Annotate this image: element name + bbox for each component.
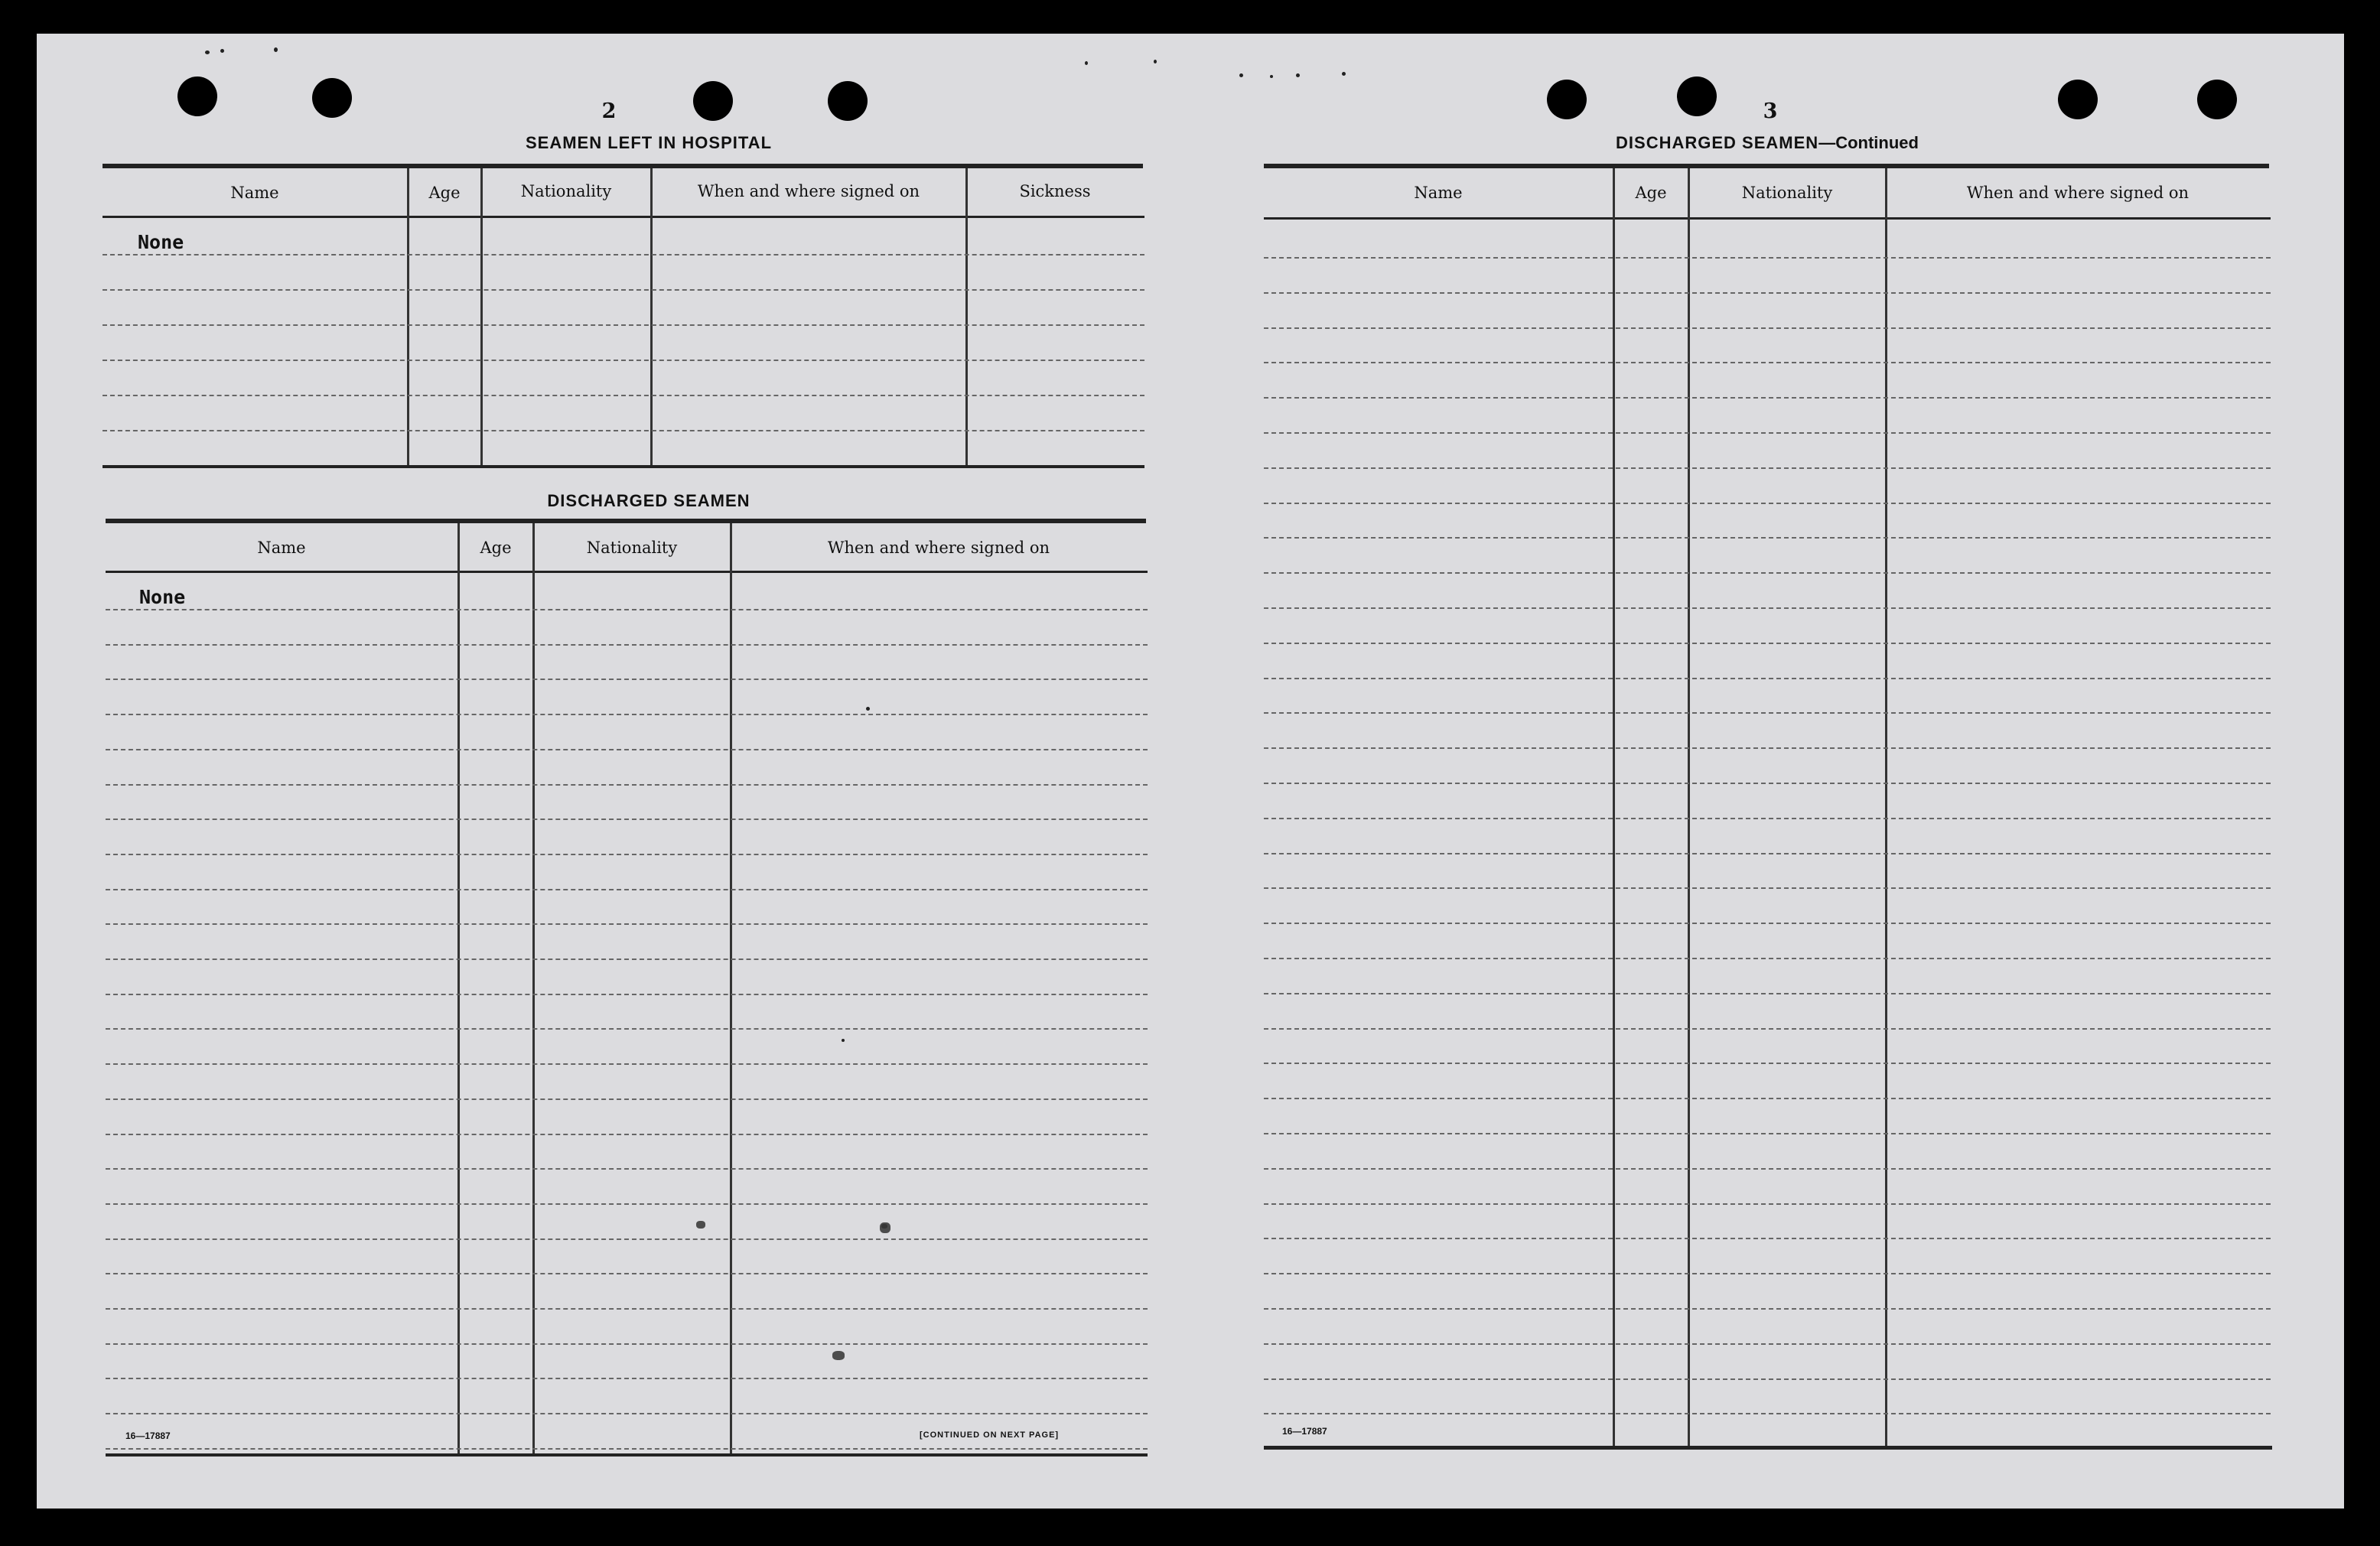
entry-line — [1264, 643, 2271, 644]
page-number: 2 — [601, 99, 617, 123]
entry-line — [1264, 1168, 2271, 1170]
entry-line — [1264, 1203, 2271, 1205]
entry-line — [1264, 923, 2271, 924]
entry-line — [1264, 887, 2271, 889]
entry-line — [1264, 257, 2271, 259]
entry-line — [106, 1343, 1148, 1345]
speck — [274, 47, 278, 52]
entry-line — [1264, 1238, 2271, 1239]
entry-line — [1264, 1098, 2271, 1099]
column-name: Name — [257, 539, 306, 557]
hospital-entry-name: None — [138, 231, 184, 253]
section-title-main: DISCHARGED SEAMEN — [1616, 133, 1819, 152]
entry-line — [103, 395, 1144, 396]
entry-line — [1264, 783, 2271, 784]
entry-line — [1264, 292, 2271, 294]
speck — [1154, 60, 1157, 63]
table-bottom-rule — [106, 1453, 1148, 1456]
form-number: 16—17887 — [125, 1430, 171, 1441]
table-top-rule — [103, 164, 1143, 168]
discharged-continued-title — [1522, 133, 2012, 153]
entry-line — [106, 1238, 1148, 1240]
speck — [866, 707, 870, 711]
punch-hole — [1677, 76, 1717, 116]
column-signed-on: When and where signed on — [1966, 184, 2190, 202]
entry-line — [1264, 572, 2271, 574]
column-name: Name — [230, 184, 279, 202]
entry-line — [103, 254, 1144, 255]
column-divider — [407, 168, 409, 467]
column-nationality: Nationality — [586, 539, 678, 557]
column-divider — [457, 523, 460, 1456]
column-age: Age — [480, 539, 512, 557]
entry-line — [1264, 1028, 2271, 1030]
entry-line — [1264, 712, 2271, 714]
column-nationality: Nationality — [1741, 184, 1833, 202]
entry-line — [103, 324, 1144, 326]
table-bottom-rule — [103, 465, 1144, 468]
column-signed-on: When and where signed on — [827, 539, 1050, 557]
speck — [1239, 73, 1243, 77]
entry-line — [106, 889, 1148, 890]
entry-line — [106, 749, 1148, 750]
entry-line — [103, 430, 1144, 431]
table-top-rule — [1264, 164, 2269, 168]
column-sickness: Sickness — [1019, 182, 1091, 200]
column-nationality: Nationality — [520, 182, 612, 200]
discharged-section-title: DISCHARGED SEAMEN — [547, 491, 750, 510]
column-name: Name — [1414, 184, 1463, 202]
column-divider — [1688, 168, 1690, 1447]
entry-line — [103, 289, 1144, 291]
entry-line — [106, 923, 1148, 925]
entry-line — [106, 1063, 1148, 1065]
entry-line — [106, 854, 1148, 855]
entry-line — [103, 360, 1144, 361]
entry-line — [1264, 747, 2271, 749]
punch-hole — [2058, 80, 2098, 119]
entry-line — [106, 1308, 1148, 1310]
entry-line — [1264, 607, 2271, 609]
entry-line — [106, 1378, 1148, 1379]
header-rule — [103, 216, 1144, 218]
entry-line — [106, 959, 1148, 960]
column-divider — [965, 168, 968, 467]
continued-note: [CONTINUED ON NEXT PAGE] — [920, 1430, 1060, 1440]
column-divider — [730, 523, 732, 1456]
entry-line — [106, 714, 1148, 715]
entry-line — [1264, 1308, 2271, 1310]
right-page — [1201, 34, 2344, 1509]
entry-line — [1264, 537, 2271, 539]
punch-hole — [177, 76, 217, 116]
entry-line — [106, 1028, 1148, 1030]
entry-line — [106, 1203, 1148, 1205]
entry-line — [1264, 993, 2271, 994]
column-age: Age — [1635, 184, 1667, 202]
speck — [1296, 73, 1300, 77]
entry-line — [106, 644, 1148, 646]
entry-line — [106, 784, 1148, 786]
speck — [205, 50, 210, 54]
entry-line — [1264, 432, 2271, 434]
entry-line — [1264, 958, 2271, 959]
ink-smudge — [880, 1222, 890, 1233]
entry-line — [106, 1448, 1148, 1450]
header-rule — [106, 571, 1148, 573]
punch-hole — [693, 81, 733, 121]
punch-hole — [312, 78, 352, 118]
punch-hole — [828, 81, 868, 121]
section-title-suffix: —Continued — [1818, 133, 1919, 152]
speck — [842, 1039, 845, 1042]
entry-line — [1264, 678, 2271, 679]
entry-line — [106, 994, 1148, 995]
entry-line — [106, 679, 1148, 680]
speck — [220, 49, 224, 53]
column-divider — [650, 168, 653, 467]
ink-smudge — [696, 1221, 705, 1229]
punch-hole — [1547, 80, 1587, 119]
table-bottom-rule — [1264, 1446, 2272, 1450]
page-number: 3 — [1763, 99, 1778, 123]
punch-hole — [2197, 80, 2237, 119]
entry-line — [1264, 818, 2271, 819]
entry-line — [106, 1413, 1148, 1414]
entry-line — [106, 1134, 1148, 1135]
entry-line — [1264, 467, 2271, 469]
entry-line — [1264, 1343, 2271, 1345]
entry-line — [106, 1098, 1148, 1100]
entry-line — [1264, 362, 2271, 363]
ink-smudge — [832, 1351, 845, 1360]
column-divider — [1613, 168, 1615, 1447]
column-divider — [480, 168, 483, 467]
table-top-rule — [106, 519, 1146, 523]
discharged-entry-name: None — [139, 586, 186, 608]
entry-line — [106, 609, 1148, 610]
entry-line — [1264, 1378, 2271, 1380]
entry-line — [1264, 1133, 2271, 1134]
speck — [1085, 61, 1088, 65]
column-divider — [532, 523, 535, 1456]
speck — [1270, 75, 1273, 78]
column-divider — [1885, 168, 1887, 1447]
entry-line — [1264, 1413, 2271, 1414]
entry-line — [1264, 1063, 2271, 1064]
column-age: Age — [428, 184, 461, 202]
entry-line — [1264, 503, 2271, 504]
speck — [1342, 72, 1346, 76]
left-page — [37, 34, 1201, 1509]
form-number: 16—17887 — [1282, 1426, 1327, 1437]
entry-line — [106, 819, 1148, 820]
header-rule — [1264, 217, 2271, 220]
entry-line — [1264, 327, 2271, 329]
hospital-section-title: SEAMEN LEFT IN HOSPITAL — [525, 133, 773, 152]
entry-line — [106, 1273, 1148, 1274]
entry-line — [106, 1168, 1148, 1170]
entry-line — [1264, 853, 2271, 854]
entry-line — [1264, 1273, 2271, 1274]
column-signed-on: When and where signed on — [697, 182, 920, 200]
entry-line — [1264, 397, 2271, 399]
